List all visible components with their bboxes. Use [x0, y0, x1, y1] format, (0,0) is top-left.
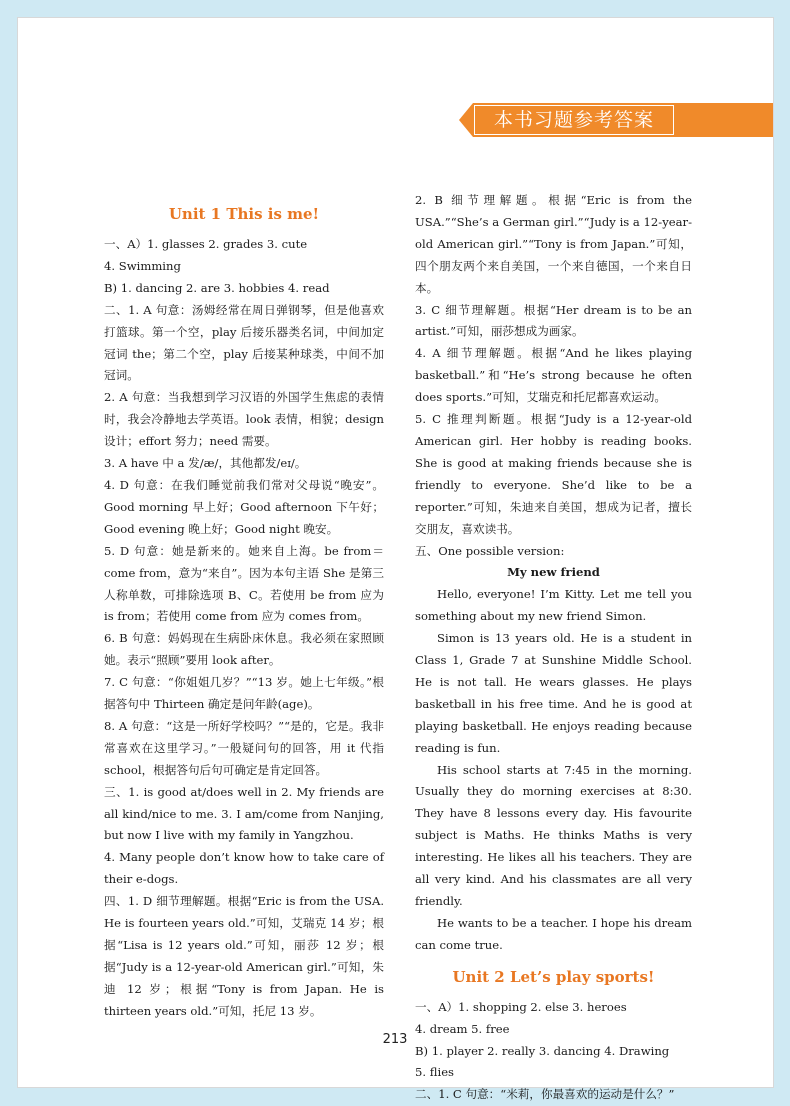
answer-paragraph: B) 1. player 2. really 3. dancing 4. Drawing	[415, 1043, 670, 1058]
answer-paragraph: 4. Many people don’t know how to take care of their e-dogs.	[104, 850, 384, 887]
answer-paragraph: 三、1. is good at/does well in 2. My friends are all kind/nice to me. 3. I am/come from Nanjing, but now I live with my family in Yangzhou.	[104, 784, 384, 843]
banner-title: 本书习题参考答案	[493, 109, 654, 131]
unit-2-title: Unit 2 Let’s play sports!	[452, 967, 655, 986]
essay-paragraph: He wants to be a teacher. I hope his dream can come true.	[415, 915, 692, 952]
unit-1-title: Unit 1 This is me!	[168, 205, 320, 223]
answer-paragraph: 4. Swimming	[104, 258, 181, 273]
answer-paragraph: 3. A have 中 a 发/æ/，其他都发/eɪ/。	[104, 456, 307, 471]
answer-paragraph: 6. B 句意：妈妈现在生病卧床休息。我必须在家照顾她。表示“照顾”要用 look after。	[104, 631, 384, 668]
right-column	[415, 190, 692, 1106]
answer-paragraph: 二、1. C 句意：“米莉，你最喜欢的运动是什么？”	[415, 1087, 675, 1102]
answer-paragraph: 4. dream 5. free	[415, 1021, 510, 1036]
answer-paragraph: 五、One possible version:	[415, 543, 565, 558]
answer-paragraph: 一、A）1. shopping 2. else 3. heroes	[415, 999, 627, 1014]
essay-title: My new friend	[507, 565, 600, 580]
answer-paragraph: 2. A 句意：当我想到学习汉语的外国学生焦虑的表情时，我会冷静地去学英语。look 表情，相貌；design 设计；effort 努力；need 需要。	[104, 390, 384, 449]
essay-paragraph: His school starts at 7:45 in the morning. Usually they do morning exercises at 8:30. They have 8 lessons every day. His favourite subject is Maths. He thinks Maths is very interesting. He likes all his teachers. They are all very kind. And his classmates are all very friendly.	[415, 762, 692, 908]
answer-paragraph: 5. C 推理判断题。根据“Judy is a 12-year-old American girl. Her hobby is reading books. She is good at making friends because she is friendly to everyone. She’d like to be a reporter.”可知，朱迪来自美国，想成为记者，擅长交朋友，喜欢读书。	[415, 412, 692, 536]
answer-paragraph: 2. B 细节理解题。根据“Eric is from the USA.”“She’s a German girl.”“Judy is a 12-year-old American girl.”“Tony is from Japan.”可知，四个朋友两个来自美国，一个来自德国，一个来自日本。	[415, 193, 692, 295]
answer-paragraph: 5. flies	[415, 1065, 454, 1080]
answer-paragraph: 4. A 细节理解题。根据“And he likes playing basketball.”和“He’s strong because he often does sports.”可知，艾瑞克和托尼都喜欢运动。	[415, 346, 692, 405]
essay-paragraph: Hello, everyone! I’m Kitty. Let me tell you something about my new friend Simon.	[415, 587, 692, 624]
essay-paragraph: Simon is 13 years old. He is a student in Class 1, Grade 7 at Sunshine Middle School. He is not tall. He wears glasses. He plays basketball in his free time. And he is good at playing basketball. He enjoys reading because reading is fun.	[415, 631, 692, 755]
answer-paragraph: 二、1. A 句意：汤姆经常在周日弹钢琴，但是他喜欢打篮球。第一个空，play 后接乐器类名词，中间加定冠词 the；第二个空，play 后接某种球类，中间不加冠词。	[104, 302, 384, 383]
answer-paragraph: 8. A 句意：“这是一所好学校吗？”“是的，它是。我非常喜欢在这里学习。”一般疑问句的回答，用 it 代指 school，根据答句后句可确定是肯定回答。	[104, 718, 384, 777]
answer-paragraph: B) 1. dancing 2. are 3. hobbies 4. read	[104, 280, 330, 295]
answer-paragraph: 5. D 句意：她是新来的。她来自上海。be from＝come from，意为“来自”。因为本句主语 She 是第三人称单数，可排除选项 B、C。若使用 be from 应为 is from；若使用 come from 应为 comes from。	[104, 543, 384, 624]
answer-paragraph: 一、A）1. glasses 2. grades 3. cute	[104, 237, 308, 251]
answer-paragraph: 3. C 细节理解题。根据“Her dream is to be an artist.”可知，丽莎想成为画家。	[415, 302, 692, 339]
answer-paragraph: 四、1. D 细节理解题。根据“Eric is from the USA. He is fourteen years old.”可知，艾瑞克 14 岁；根据“Lisa is 12 years old.”可知，丽莎 12 岁；根据“Judy is a 12-year-old American girl.”可知，朱迪 12 岁；根据“Tony is from Japan. He is thirteen years old.”可知，托尼 13 岁。	[104, 894, 384, 1018]
answer-paragraph: 7. C 句意：“你姐姐几岁？”“13 岁。她上七年级。”根据答句中 Thirteen 确定是问年龄(age)。	[104, 675, 384, 712]
answer-paragraph: 4. D 句意：在我们睡觉前我们常对父母说“晚安”。Good morning 早上好；Good afternoon 下午好；Good evening 晚上好；Good night 晚安。	[104, 477, 384, 536]
left-column	[104, 190, 384, 1023]
page-number: 213	[382, 1032, 408, 1047]
